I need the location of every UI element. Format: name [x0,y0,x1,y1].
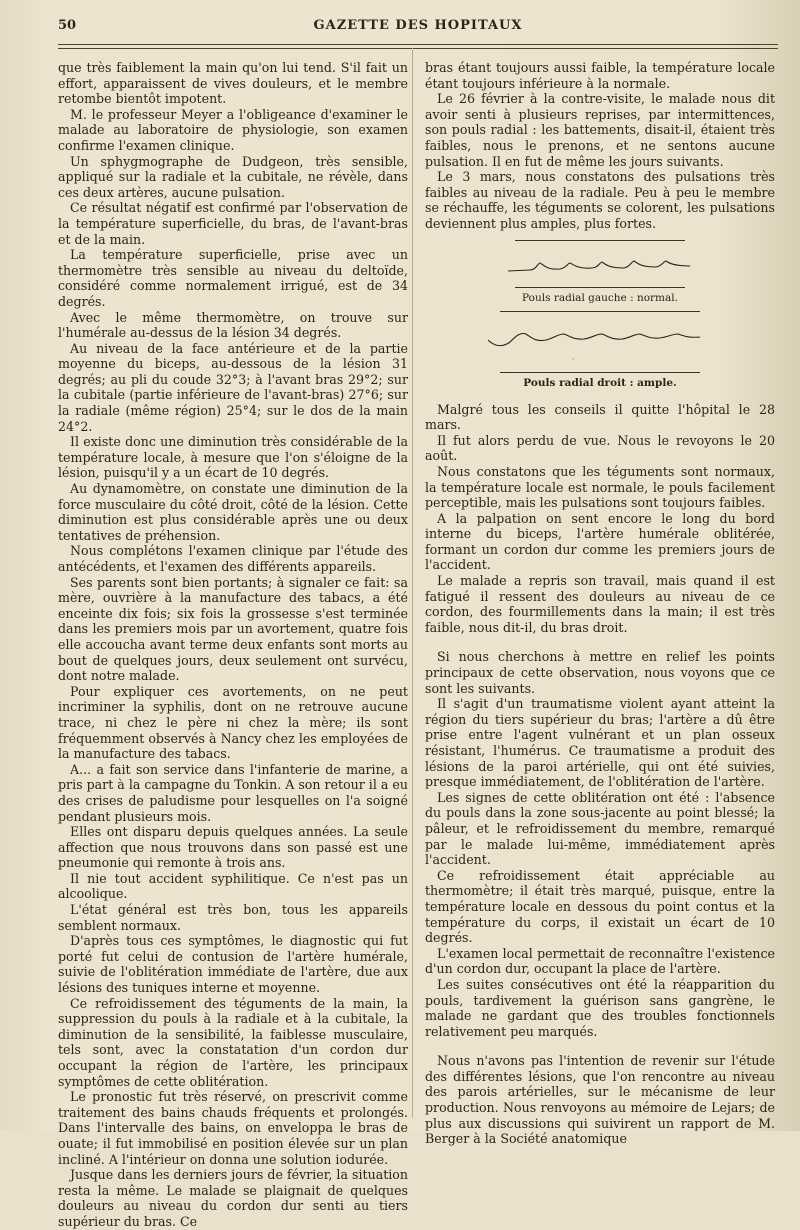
paragraph: Un sphygmographe de Dudgeon, très sensible, appliqué sur la radiale et la cubitale, ne révèle, dans ces deux artères, aucune pulsation. [58,153,408,200]
paragraph: A la palpation on sent encore le long du bord interne du biceps, l'artère humérale oblitérée, formant un cordon dur comme les premiers jours de l'accident. [425,510,775,573]
right-column [425,60,775,1147]
paragraph: Il s'agit d'un traumatisme violent ayant atteint la région du tiers supérieur du bras; l'artère a dû être prise entre l'agent vulnérant et un plan osseux résistant, l'humérus. Ce traumatisme a produit des lésions de la paroi artérielle, qui ont été suivies, presque immédiatement, de l'oblitération de l'artère. [425,696,775,790]
figure-caption: Pouls radial droit : ample. [523,376,677,389]
page-number: 50 [58,18,77,33]
paragraph: Les suites consécutives ont été la réapparition du pouls, tardivement la guérison sans gangrène, le malade ne gardant que des troubles fonctionnels relativement peu marqués. [425,976,775,1039]
paragraph: Avec le même thermomètre, on trouve sur l'humérale au-dessus de la lésion 34 degrés. [58,309,408,341]
paragraph: D'après tous ces symptômes, le diagnostic qui fut porté fut celui de contusion de l'artère humérale, suivie de l'oblitération immédiate de l'artère, due aux lésions des tuniques interne et moyenne. [58,933,408,996]
paragraph: Le 26 février à la contre-visite, le malade nous dit avoir senti à plusieurs reprises, par intermittences, son pouls radial : les battements, disait-il, étaient très faibles, nous le prenons, et ne sentons aucune pulsation. Il en fut de même les jours suivants. [425,91,775,169]
paragraph: Le pronostic fut très réservé, on prescrivit comme traitement des bains chauds fréquents et prolongés. Dans l'intervalle des bains, on enveloppa le bras de ouate; il fut immobilisé en position élevée sur un plan incliné. A l'intérieur on donna une solution iodurée. [58,1089,408,1167]
journal-title: GAZETTE DES HOPITAUX [313,18,523,33]
paragraph: Il fut alors perdu de vue. Nous le revoyons le 20 août. [425,432,775,464]
figure-rule [500,372,700,373]
paragraph: Malgré tous les conseils il quitte l'hôpital le 28 mars. [425,401,775,433]
paragraph: Ce refroidissement des téguments de la main, la suppression du pouls à la radiale et à la cubitale, la diminution de la sensibilité, la faiblesse musculaire, tels sont, avec la constatation d'un cordon dur occupant la région de l'artère, les principaux symptômes de cette oblitération. [58,995,408,1089]
paragraph: Nous n'avons pas l'intention de revenir sur l'étude des différentes lésions, que l'on rencontre au niveau des parois artérielles, sur le mécanisme de leur production. Nous renvoyons au mémoire de Lejars; de plus aux discussions qui suivirent un rapport de M. Berger à la Société anatomique [425,1053,775,1147]
paragraph: Ses parents sont bien portants; à signaler ce fait: sa mère, ouvrière à la manufacture des tabacs, a été enceinte dix fois; six fois la grossesse s'est terminée dans les premiers mois par un avortement, quatre fois elle accoucha avant terme deux enfants sont morts au bout de quelques jours, deux seulement ont survécu, dont notre malade. [58,574,408,684]
paragraph: Nous constatons que les téguments sont normaux, la température locale est normale, le pouls facilement perceptible, mais les pulsations sont toujours faibles. [425,463,775,511]
header-rule [58,44,778,45]
header-rule-double [58,48,778,49]
paragraph: Au dynamomètre, on constate une diminution de la force musculaire du côté droit, côté de la lésion. Cette diminution est plus considérable après une ou deux tentatives de préhension. [58,481,408,543]
paragraph: bras étant toujours aussi faible, la température locale étant toujours inférieure à la normale. [425,60,775,91]
paragraph: Il nie tout accident syphilitique. Ce n'est pas un alcoolique. [58,870,408,902]
figure-caption: Pouls radial gauche : normal. [522,291,678,304]
paragraph: que très faiblement la main qu'on lui tend. S'il fait un effort, apparaissent de vives douleurs, et le membre retombe bientôt impotent. [58,60,408,107]
pulse-tracing-left-icon [500,241,700,287]
paragraph: Il existe donc une diminution très considérable de la température locale, à mesure que l'on s'éloigne de la lésion, puisqu'il y a un écart de 10 degrés. [58,434,408,481]
figure-rule [515,287,685,288]
paragraph: Ce résultat négatif est confirmé par l'observation de la température superficielle, du bras, de l'avant-bras et de la main. [58,200,408,247]
paragraph: Pour expliquer ces avortements, on ne peut incriminer la syphilis, dont on ne retrouve aucune trace, ni chez le père ni chez la mère; ils sont fréquemment observés à Nancy chez les employées de la manufacture des tabacs. [58,683,408,762]
paragraph: Ce refroidissement était appréciable au thermomètre; il était très marqué, puisque, entre la température locale en dessous du point contus et la température du corps, il existait un écart de 10 degrés. [425,867,775,946]
paragraph: Les signes de cette oblitération ont été : l'absence du pouls dans la zone sous-jacente au point blessé; la pâleur, et le refroidissement du membre, remarqué par le malade lui-même, immédiatement après l'accident. [425,789,775,868]
pulse-figure-right [425,311,775,390]
paragraph: Elles ont disparu depuis quelques années. La seule affection que nous trouvons dans son passé est une pneumonie qui remonte à trois ans. [58,824,408,871]
paragraph: M. le professeur Meyer a l'obligeance d'examiner le malade au laboratoire de physiologie, son examen confirme l'examen clinique. [58,106,408,153]
paragraph: L'état général est très bon, tous les appareils semblent normaux. [58,902,408,933]
page-header [58,18,778,38]
paragraph: Jusque dans les derniers jours de février, la situation resta la même. Le malade se plaignait de quelques douleurs au niveau du cordon dur senti au tiers supérieur du bras. Ce [58,1167,408,1229]
paragraph: Le 3 mars, nous constatons des pulsations très faibles au niveau de la radiale. Peu à peu le membre se réchauffe, les téguments se colorent, les pulsations deviennent plus amples, plus fortes. [425,169,775,231]
paragraph: Si nous cherchons à mettre en relief les points principaux de cette observation, nous voyons que ce sont les suivants. [425,649,775,696]
paragraph: Nous complétons l'examen clinique par l'étude des antécédents, et l'examen des différents appareils. [58,543,408,574]
left-column [58,60,408,1230]
paragraph: La température superficielle, prise avec un thermomètre très sensible au niveau du deltoïde, considéré comme normalement irrigué, est de 34 degrés. [58,247,408,309]
paragraph: A... a fait son service dans l'infanterie de marine, a pris part à la campagne du Tonkin. A son retour il a eu des crises de paludisme pour lesquelles on l'a soigné pendant plusieurs mois. [58,761,408,824]
svg-text:·: · [572,354,575,364]
column-divider [412,48,413,1118]
paragraph: Au niveau de la face antérieure et de la partie moyenne du biceps, au-dessous de la lésion 31 degrés; au pli du coude 32°3; à l'avant bras 29°2; sur la cubitale (partie inférieure de l'avant-bras) 27°6; sur la radiale (même région) 25°4; sur le dos de la main 24°2. [58,340,408,434]
paragraph: Le malade a repris son travail, mais quand il est fatigué il ressent des douleurs au niveau de ce cordon, des fourmillements dans la main; il est très faible, nous dit-il, du bras droit. [425,573,775,635]
pulse-figure-left [425,240,775,305]
pulse-tracing-right-icon [480,312,720,372]
paragraph: L'examen local permettait de reconnaître l'existence d'un cordon dur, occupant la place de l'artère. [425,945,775,977]
